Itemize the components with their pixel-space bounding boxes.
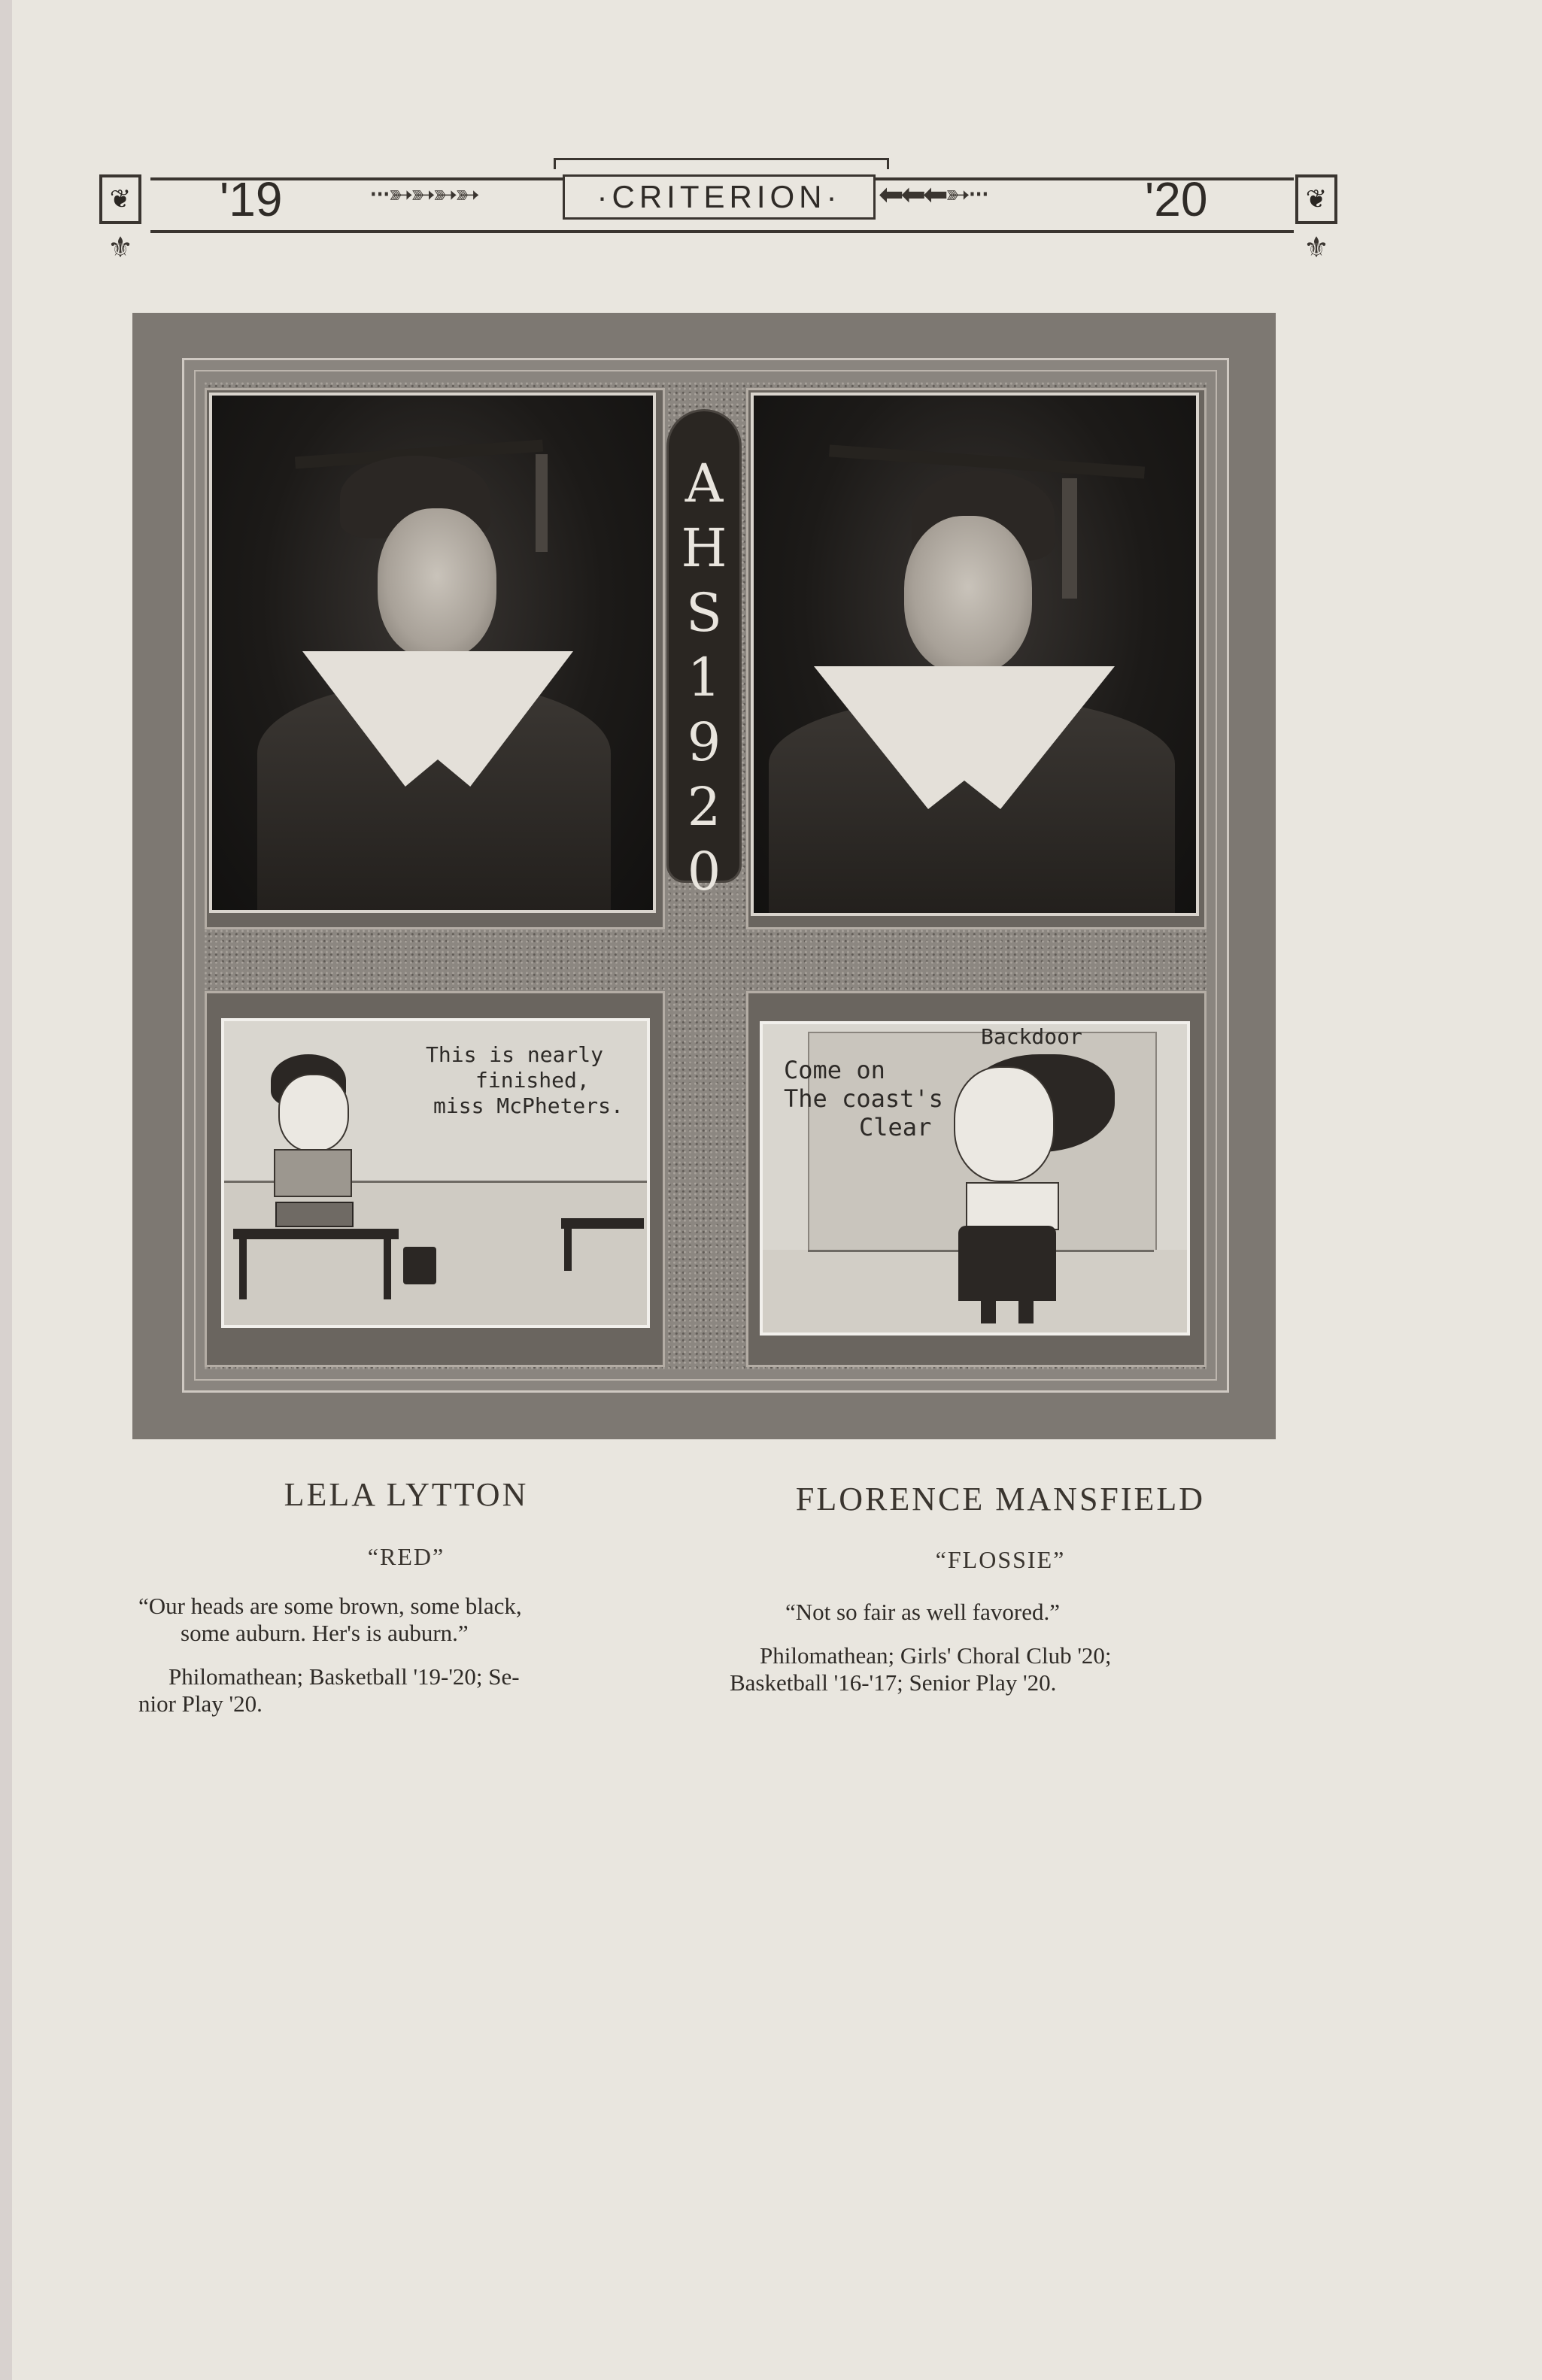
year-right: '20 [1145,172,1208,226]
banner-letter: S [686,582,722,644]
arrow-ornament-left-icon: ···➳➳➳➳ [369,177,478,212]
student-quote [785,1599,1252,1626]
leaf-ornament-icon: ❦ [99,174,141,224]
sketch-lela-lytton [221,1018,650,1328]
finial-icon: ⚜ [1303,232,1330,264]
student-name: FLORENCE MANSFIELD [795,1481,1206,1517]
student-activities [138,1663,680,1718]
activities-line: nior Play '20. [138,1690,263,1717]
sketch-caption-line: This is nearly [426,1042,604,1067]
banner-digit: 2 [687,776,721,838]
banner-digit: 1 [687,647,721,708]
activities-line: Philomathean; Basketball '19-'20; Se- [168,1663,520,1690]
student-quote [138,1593,680,1647]
quote-line: “Our heads are some brown, some black, [138,1593,522,1619]
banner-letter: H [681,517,727,579]
sketch-caption-line: miss McPheters. [433,1093,624,1118]
page-title: · CRITERION · [563,174,876,220]
activities-line: Philomathean; Girls' Choral Club '20; [760,1642,1112,1669]
year-left: '19 [220,172,283,226]
title-text: CRITERION [612,179,827,214]
quote-line: “Not so fair as well favored.” [785,1599,1060,1625]
portrait-lela-lytton [209,393,656,913]
student-nickname: “FLOSSIE” [935,1546,1066,1573]
student-activities [730,1642,1271,1696]
finial-icon: ⚜ [107,232,134,264]
ahs-1920-text [666,451,742,904]
title-cap [554,158,889,169]
sketch-caption-line: The coast's [784,1084,943,1113]
banner-digit: 9 [687,711,721,773]
page-edge [0,0,12,2380]
sketch-caption-line: Clear [859,1113,932,1141]
student-name: LELA LYTTON [284,1476,529,1513]
sketch-florence-mansfield [760,1021,1190,1336]
quote-line: some auburn. Her's is auburn.” [181,1620,469,1646]
banner-digit: 0 [687,841,721,902]
arrow-ornament-right-icon: ⬅⬅⬅➳··· [879,177,988,212]
sketch-caption-line: Come on [784,1056,885,1084]
sketch-door-label: Backdoor [981,1024,1082,1049]
sketch-caption-line: finished, [475,1068,590,1093]
banner-letter: A [684,453,724,514]
student-nickname: “RED” [367,1543,445,1570]
activities-line: Basketball '16-'17; Senior Play '20. [730,1669,1057,1696]
portrait-florence-mansfield [751,393,1199,916]
leaf-ornament-icon: ❦ [1295,174,1337,224]
